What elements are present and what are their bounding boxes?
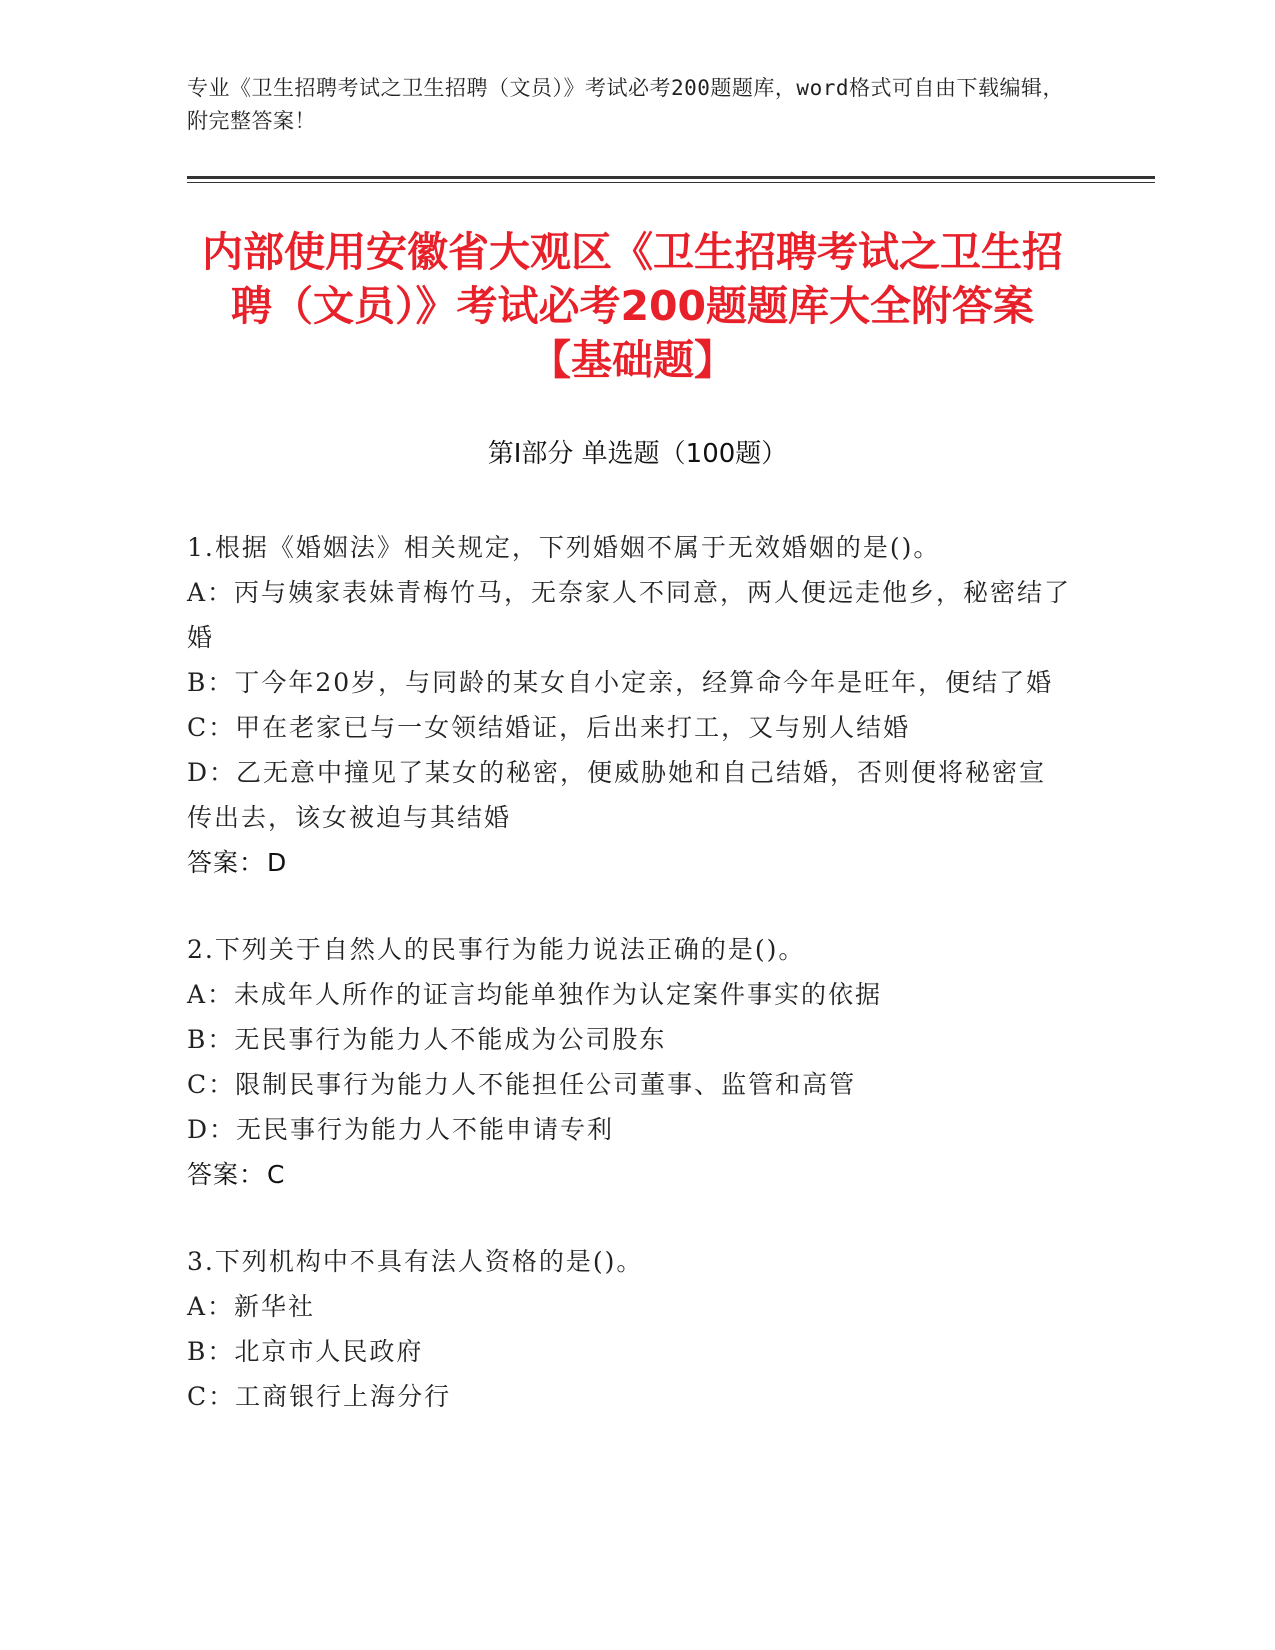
answer-value: D bbox=[267, 848, 288, 877]
question-3 bbox=[187, 1239, 1072, 1419]
answer-line bbox=[187, 840, 1072, 885]
document-title: 内部使用安徽省大观区《卫生招聘考试之卫生招聘（文员）》考试必考200题题库大全附答案【基础题】 bbox=[202, 228, 1063, 384]
question-stem: 3.下列机构中不具有法人资格的是()。 bbox=[187, 1247, 644, 1276]
question-stem: 1.根据《婚姻法》相关规定，下列婚姻不属于无效婚姻的是()。 bbox=[187, 533, 941, 562]
answer-label: 答案： bbox=[187, 1160, 266, 1189]
question-1 bbox=[187, 525, 1072, 885]
question-list bbox=[187, 525, 1072, 1461]
header-note: 专业《卫生招聘考试之卫生招聘（文员）》考试必考200题题库，word格式可自由下载编辑，附完整答案！ bbox=[187, 76, 1064, 133]
answer-value: C bbox=[267, 1160, 286, 1189]
option-c: C：限制民事行为能力人不能担任公司董事、监管和高管 bbox=[187, 1070, 857, 1099]
answer-label: 答案： bbox=[187, 848, 266, 877]
question-stem: 2.下列关于自然人的民事行为能力说法正确的是()。 bbox=[187, 935, 806, 964]
option-a: A：未成年人所作的证言均能单独作为认定案件事实的依据 bbox=[187, 980, 883, 1009]
section-heading: 第Ⅰ部分 单选题（100题） bbox=[487, 439, 788, 469]
option-d: D：无民事行为能力人不能申请专利 bbox=[187, 1115, 615, 1144]
option-d: D：乙无意中撞见了某女的秘密，便威胁她和自己结婚，否则便将秘密宣传出去，该女被迫与其结婚 bbox=[187, 758, 1047, 832]
option-b: B：丁今年20岁，与同龄的某女自小定亲，经算命今年是旺年，便结了婚 bbox=[187, 668, 1054, 697]
option-a: A：新华社 bbox=[187, 1292, 316, 1321]
option-a: A：丙与姨家表妹青梅竹马，无奈家人不同意，两人便远走他乡，秘密结了婚 bbox=[187, 578, 1072, 652]
option-b: B：无民事行为能力人不能成为公司股东 bbox=[187, 1025, 667, 1054]
answer-line bbox=[187, 1152, 1072, 1197]
header-divider-thick bbox=[187, 176, 1155, 179]
question-2 bbox=[187, 927, 1072, 1197]
option-b: B：北京市人民政府 bbox=[187, 1337, 424, 1366]
header-divider-thin bbox=[187, 182, 1155, 183]
option-c: C：工商银行上海分行 bbox=[187, 1382, 452, 1411]
option-c: C：甲在老家已与一女领结婚证，后出来打工，又与别人结婚 bbox=[187, 713, 911, 742]
